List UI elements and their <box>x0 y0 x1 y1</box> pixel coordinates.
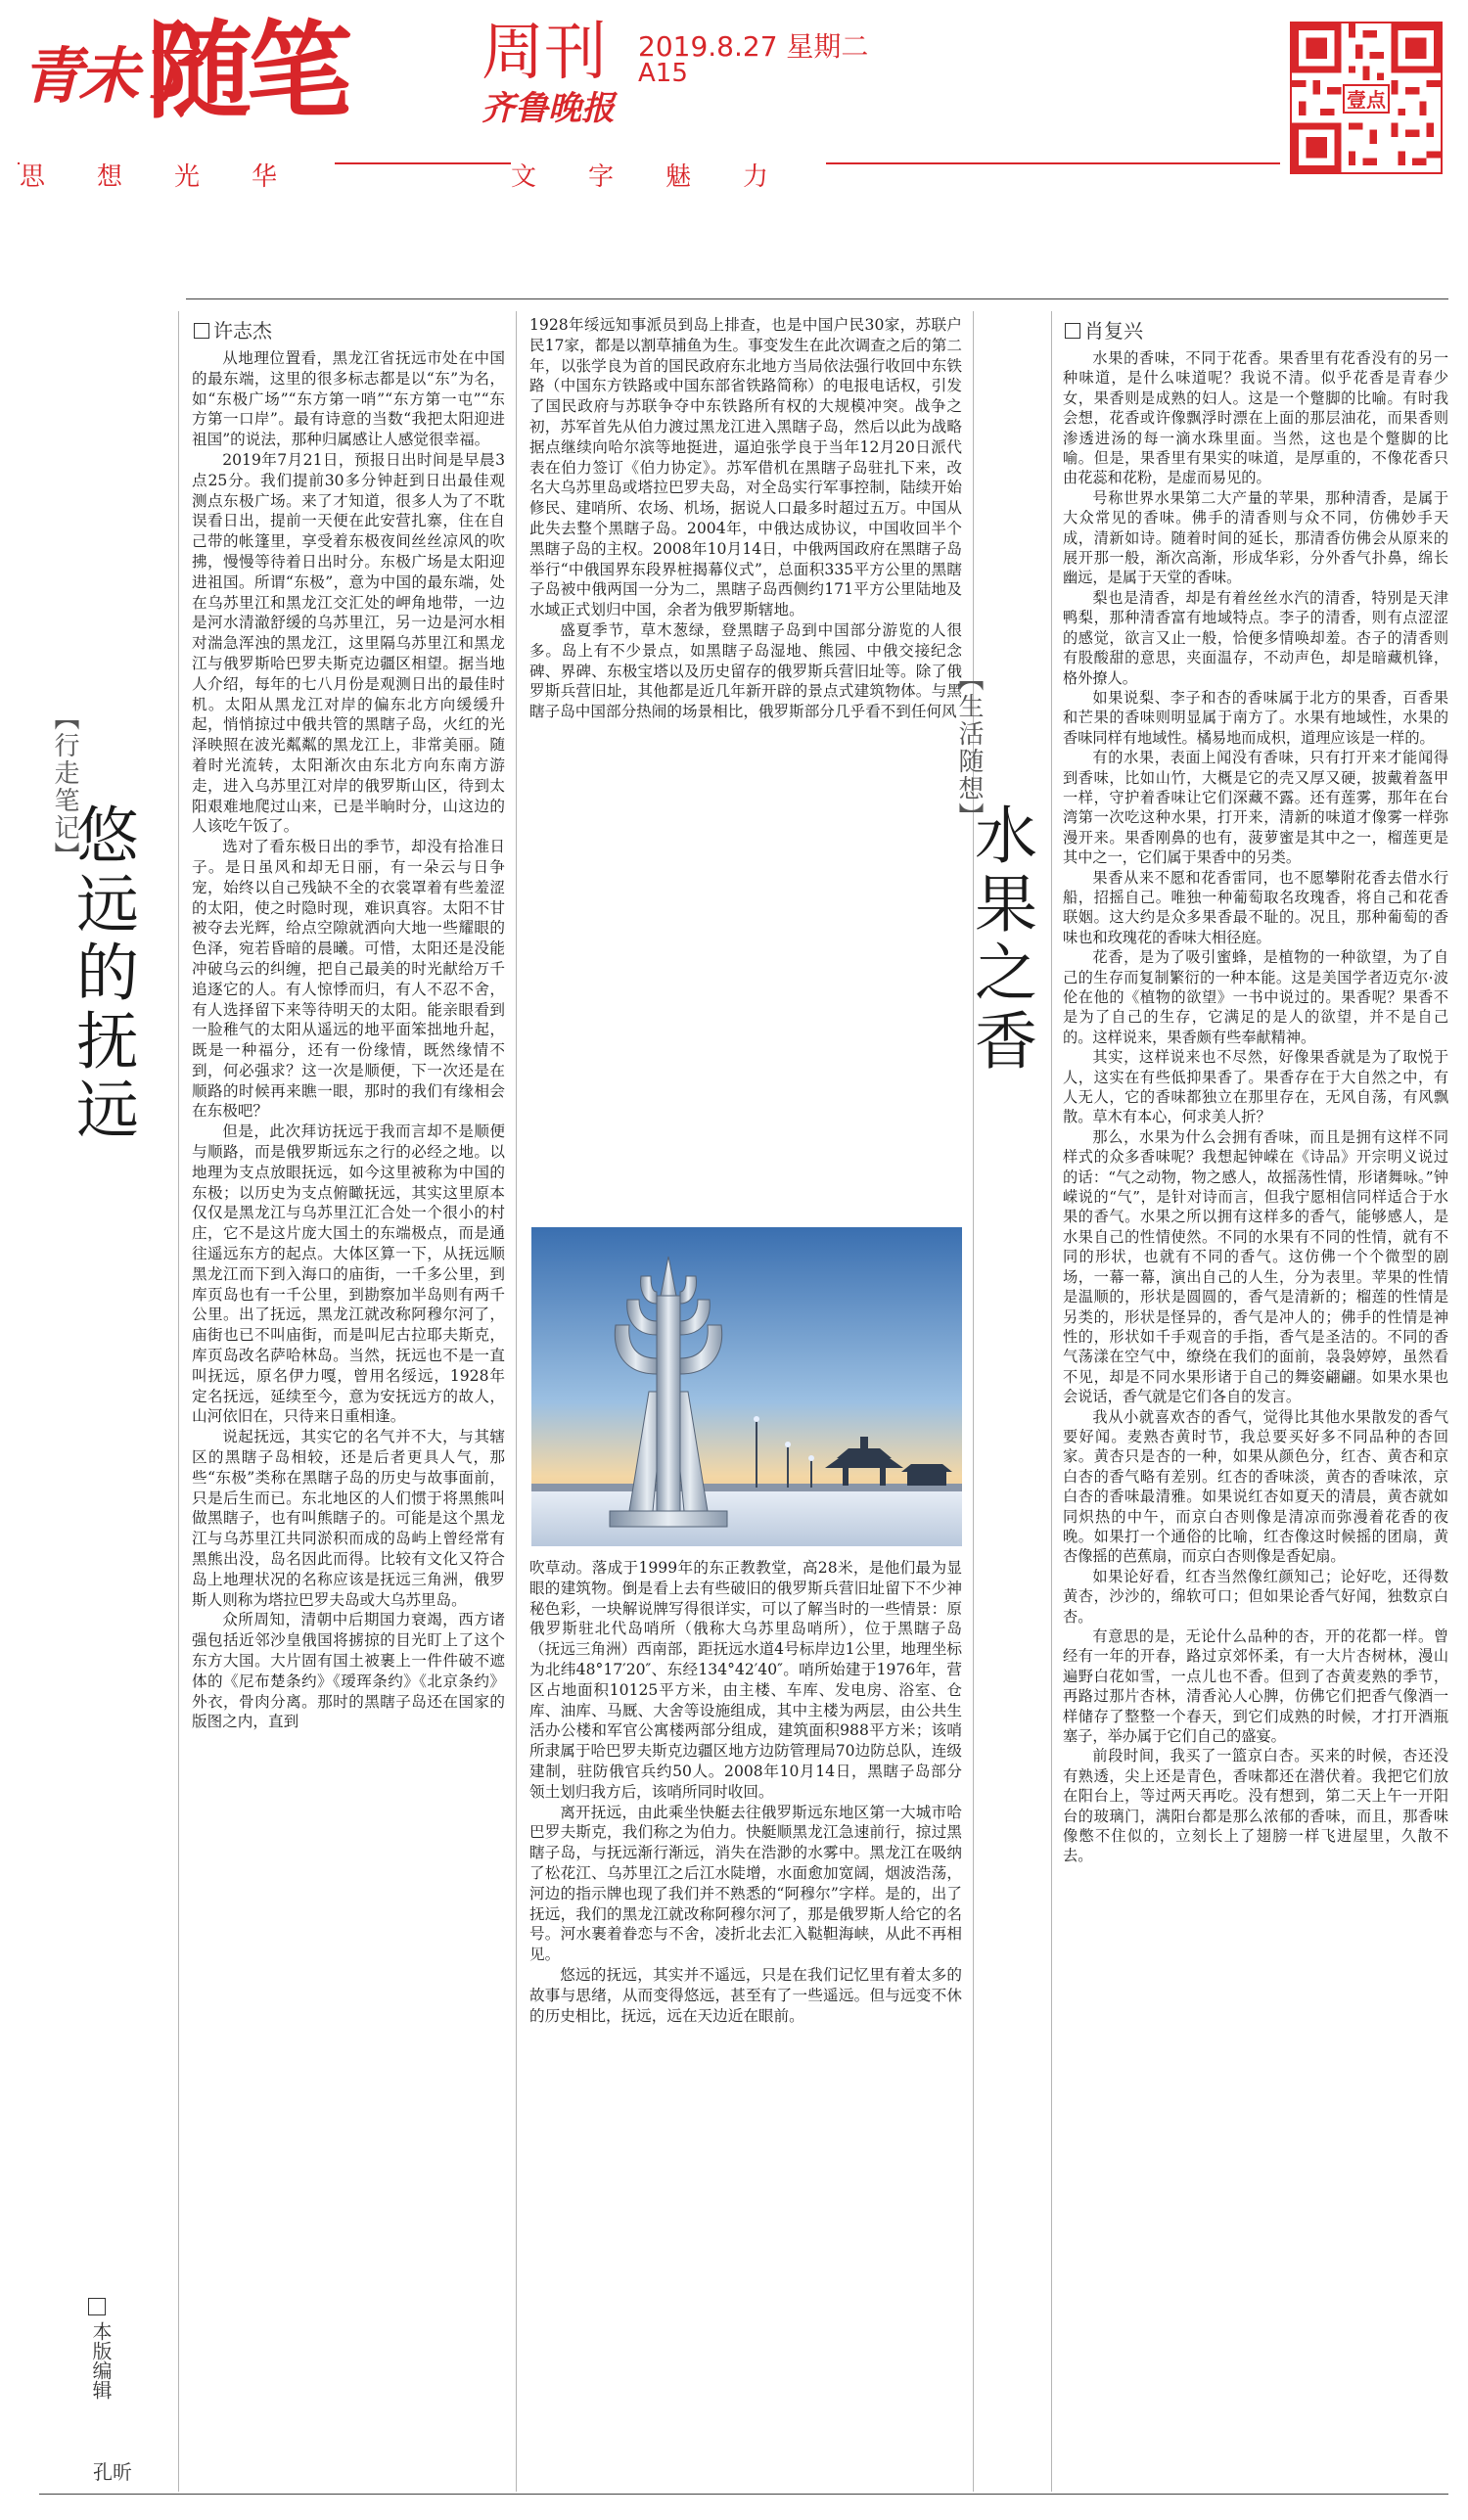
paragraph: 盛夏季节，草木葱绿，登黑瞎子岛到中国部分游览的人很多。岛上有不少景点，如黑瞎子岛湿地、熊园、中俄交接纪念碑、界碑、东极宝塔以及历史留存的俄罗斯兵营旧址等。除了俄罗斯兵营旧址，其他都是近几年新开辟的景点式建筑物体。与黑瞎子岛中国部分热闹的场景相比，俄罗斯部分几乎看不到任何风 <box>529 620 962 721</box>
newspaper-name: 齐鲁晚报 <box>482 89 615 128</box>
paragraph: 离开抚远，由此乘坐快艇去往俄罗斯远东地区第一大城市哈巴罗夫斯克，我们称之为伯力。快艇顺黑龙江急速前行，掠过黑瞎子岛，与抚远渐行渐远，消失在浩渺的水雾中。黑龙江在吸纳了松花江、乌苏里江之后江水陡增，水面愈加宽阔，烟波浩荡，河边的指示牌也现了我们并不熟悉的“阿穆尔”字样。是的，出了抚远，我们的黑龙江就改称阿穆尔河了，那是俄罗斯人给它的名号。河水裹着眷恋与不舍，凌折北去汇入鞑靼海峡，从此不再相见。 <box>529 1803 962 1964</box>
column-divider <box>178 311 179 2492</box>
paragraph: 从地理位置看，黑龙江省抚远市处在中国的最东端，这里的很多标志都是以“东”为名，如“东极广场”“东方第一哨”“东方第一屯”“东方第一口岸”。最有诗意的当数“我把太阳迎进祖国”的说法，那种归属感让人感觉很幸福。 <box>192 349 505 449</box>
byline-box-icon <box>194 323 209 339</box>
article-right-column <box>1063 348 1448 2484</box>
column-divider <box>973 311 974 2492</box>
editor-label: 本版编辑 <box>89 2321 113 2400</box>
editor-box-icon <box>88 2298 106 2315</box>
headline-right: 水果之香 <box>964 802 1036 1077</box>
editor-name: 孔昕 <box>93 2460 132 2484</box>
edition-label: 周刊 <box>482 17 607 89</box>
paragraph: 前段时间，我买了一篮京白杏。买来的时候，杏还没有熟透，尖上还是青色，香味都还在潜伏着。我把它们放在阳台上，等过两天再吃。没有想到，第二天上午一开阳台的玻璃门，满阳台都是那么浓郁的香味，而且，那香味像憋不住似的，立刻长上了翅膀一样飞进屋里，久散不去。 <box>1063 1747 1448 1865</box>
paragraph: 说起抚远，其实它的名气并不大，与其辖区的黑瞎子岛相较，还是后者更具人气，那些“东极”类称在黑瞎子岛的历史与故事面前，只是后生而已。东北地区的人们惯于将黑熊叫做黑瞎子，也有叫熊瞎子的。可能是这个黑龙江与乌苏里江共同淤积而成的岛屿上曾经常有黑熊出没，岛名因此而得。比较有文化又符合岛上地理状况的名称应该是抚远三角洲，俄罗斯人则称为塔拉巴罗夫岛或大乌苏里岛。 <box>192 1428 505 1609</box>
paragraph: 选对了看东极日出的季节，却没有拾准日子。是日虽风和却无日丽，有一朵云与日争宠，始终以自己残缺不全的衣裳罩着有些羞涩的太阳，使之时隐时现，难识真容。太阳不甘被夺去光辉，给点空隙就洒向大地一些耀眼的色泽，宛若昏暗的晨曦。可惜，太阳还是没能冲破乌云的纠缠，把自己最美的时光献给万千追逐它的人。有人惊悸而归，有人不忍不舍，有人选择留下来等待明天的太阳。能亲眼看到一脸稚气的太阳从遥远的地平面笨拙地升起，既是一种福分，还有一份缘情，既然缘情不到，何必强求？这一次是顺便，下一次还是在顺路的时候再来瞧一眼，那时的我们有缘相会在东极吧？ <box>192 838 505 1121</box>
top-rule <box>186 298 1448 299</box>
paragraph: 果香从来不愿和花香雷同，也不愿攀附花香去借水行船，招摇自己。唯独一种葡萄取名玫瑰香，将自己和花香联姻。这大约是众多果香最不耻的。况且，那种葡萄的香味也和玫瑰花的香味大相径庭。 <box>1063 868 1448 946</box>
page-number: A15 <box>638 59 688 88</box>
bottom-rule <box>39 2494 1448 2495</box>
paragraph: 号称世界水果第二大产量的苹果，那种清香，是属于大众常见的香味。佛手的清香则与众不同，仿佛妙手天成，清新如诗。随着时间的延长，那清香仿佛会从原来的展开那一般，渐次高渐，形成华彩，分外香气扑鼻，绵长幽远，是属于天堂的香味。 <box>1063 488 1448 587</box>
issue-date: 2019.8.27 星期二 <box>638 30 869 63</box>
paragraph: 悠远的抚远，其实并不遥远，只是在我们记忆里有着太多的故事与思绪，从而变得悠远，甚至有了一些遥远。但与远变不休的历史相比，抚远，远在天边近在眼前。 <box>529 1965 962 2025</box>
paragraph: 有的水果，表面上闻没有香味，只有打开来才能闻得到香味，比如山竹，大概是它的壳又厚又硬，披戴着盔甲一样，守护着香味让它们深藏不露。还有莲雾，那年在台湾第一次吃这种水果，打开来，清新的味道才像雾一样弥漫开来。果香刚鼻的也有，菠萝蜜是其中之一，榴莲更是其中之一，它们属于果香中的另类。 <box>1063 749 1448 867</box>
column-divider <box>516 311 517 2492</box>
paragraph: 有意思的是，无论什么品种的杏，开的花都一样。曾经有一年的开春，路过京郊怀柔，有一大片杏树林，漫山遍野白花如雪，一点儿也不香。但到了杏黄麦熟的季节，再路过那片杏林，清香沁人心脾，仿佛它们把香气像酒一样储存了整整一个春天，到它们成熟的时候，才打开酒瓶塞子，举办属于它们自己的盛宴。 <box>1063 1627 1448 1746</box>
paragraph: 众所周知，清朝中后期国力衰竭，西方诸强包括近邻沙皇俄国将掳掠的目光盯上了这个东方大国。大片固有国土被裹上一件件破不遮体的《尼布楚条约》《瑷珲条约》《北京条约》外衣，骨肉分离。那时的黑瞎子岛还在国家的版图之内，直到 <box>192 1611 505 1731</box>
paragraph: 其实，这样说来也不尽然，好像果香就是为了取悦于人，这实在有些低抑果香了。果香存在于大自然之中，有人无人，它的香味都独立在那里存在，无风自荡，有风飘散。草木有本心，何求美人折？ <box>1063 1048 1448 1126</box>
author-right: 肖复兴 <box>1084 319 1143 343</box>
byline-left <box>194 315 272 344</box>
paragraph: 但是，此次拜访抚远于我而言却不是顺便与顺路，而是俄罗斯远东之行的必经之地。以地理为支点放眼抚远，如今这里被称为中国的东极；以历史为支点俯瞰抚远，其实这里原本仅仅是黑龙江与乌苏里江汇合处一个很小的村庄，它不是这片庞大国土的东端极点，而是通往遥远东方的起点。大体区算一下，从抚远顺黑龙江而下到入海口的庙街，一千多公里，到库页岛也有一千公里，到勘察加半岛则有两千公里。出了抚远，黑龙江就改称阿穆尔河了，庙街也已不叫庙街，而是叫尼古拉耶夫斯克，库页岛改名萨哈林岛。当然，抚远也不是一直叫抚远，原名伊力嘎，曾用名绥远，1928年定名抚远，延续至今，意为安抚远方的故人，山河依旧在，只待来日重相逢。 <box>192 1123 505 1426</box>
slogan-left: 思想光华 <box>20 157 335 193</box>
slogan-right: 文字魅力 <box>511 157 826 193</box>
section-label-travel: 【行走笔记】 <box>50 705 79 869</box>
paragraph: 2019年7月21日，预报日出时间是早晨3点25分。我们提前30多分钟赶到日出最佳观测点东极广场。来了才知道，很多人为了不耽误看日出，提前一天便在此安营扎寨，住在自己带的帐篷里，享受着东极夜间丝丝凉风的吹拂，慢慢等待着日出时分。东极广场是太阳迎进祖国。所谓“东极”，意为中国的最东端，处在乌苏里江和黑龙江交汇处的岬角地带，一边是河水清澈舒缓的乌苏里江，另一边是河水相对湍急浑浊的黑龙江，这里隔乌苏里江和黑龙江与俄罗斯哈巴罗夫斯克边疆区相望。据当地人介绍，每年的七八月份是观测日出的最佳时机。太阳从黑龙江对岸的偏东北方向缓缓升起，悄悄掠过中俄共管的黑瞎子岛，火红的光泽映照在波光粼粼的黑龙江上，非常美丽。随着时光流转，太阳渐次由东北方向东南方游走，进入乌苏里江对岸的俄罗斯山区，待到太阳艰难地爬过山来，已是半晌时分，山这边的人该吃午饭了。 <box>192 450 505 836</box>
headline-left: 悠远的抚远 <box>66 802 138 1145</box>
article-left-column-2-bottom <box>529 1558 962 2483</box>
paragraph: 我从小就喜欢杏的香气，觉得比其他水果散发的香气要好闻。麦熟杏黄时节，我总要买好多不同品种的杏回家。黄杏只是杏的一种，如果从颜色分，红杏、黄杏和京白杏的香气略有差别。红杏的香味淡，黄杏的香味浓，京白杏的香味最清雅。如果说红杏如夏天的清晨，黄杏就如同炽热的中午，而京白杏则像是清凉而弥漫着花香的夜晚。如果打一个通俗的比喻，红杏像这时候摇的团扇，黄杏像摇的芭蕉扇，而京白杏则像是香妃扇。 <box>1063 1407 1448 1566</box>
section-label-life: 【生活随想】 <box>954 665 984 830</box>
paragraph: 梨也是清香，却是有着丝丝水汽的清香，特别是天津鸭梨，那种清香富有地域特点。李子的清香，则有点涩涩的感觉，欲言又止一般，恰便多情唤却羞。杏子的清香则有股酸甜的意思，夹面温存，不动声色，却是暗藏机锋，格外撩人。 <box>1063 588 1448 687</box>
qr-app-logo: 壹点 <box>1343 84 1390 114</box>
paragraph: 如果论好看，红杏当然像红颜知己；论好吃，还得数黄杏，沙沙的，绵软可口；但如果论香气好闻，独数京白杏。 <box>1063 1567 1448 1626</box>
column-name: 随笔 <box>147 11 347 133</box>
byline-right <box>1065 315 1143 344</box>
monument-photo <box>531 1227 962 1546</box>
paragraph: 1928年绥远知事派员到岛上排查，也是中国户民30家，苏联户民17家，都是以割草捕鱼为生。事变发生在此次调查之后的第二年，以张学良为首的国民政府东北地方当局依法强行收回中东铁路（中国东方铁路或中国东部省铁路简称）的电报电话权，引发了国民政府与苏联争夺中东铁路所有权的大规模冲突。战争之初，苏军首先从伯力渡过黑龙江进入黑瞎子岛，然后以此为战略据点继续向哈尔滨等地挺进，逼迫张学良于当年12月20日派代表在伯力签订《伯力协定》。苏军借机在黑瞎子岛驻扎下来，改名大乌苏里岛或塔拉巴罗夫岛，对全岛实行军事控制，陆续开始修民、建哨所、农场、机场，据说人口最多时超过五万。中国从此失去整个黑瞎子岛。2004年，中俄达成协议，中国收回半个黑瞎子岛的主权。2008年10月14日，中俄两国政府在黑瞎子岛举行“中俄国界东段界桩揭幕仪式”，总面积335平方公里的黑瞎子岛被中俄两国一分为二，黑瞎子岛西侧约171平方公里陆地及水域正式划归中国，余者为俄罗斯辖地。 <box>529 316 962 619</box>
paragraph: 如果说梨、李子和杏的香味属于北方的果香，百香果和芒果的香味则明显属于南方了。水果有地域性，水果的香味同样有地域性。橘易地而成枳，道理应该是一样的。 <box>1063 688 1448 747</box>
article-left-column-2-top <box>529 315 962 1215</box>
paragraph: 花香，是为了吸引蜜蜂，是植物的一种欲望，为了自己的生存而复制繁衍的一种本能。这是美国学者迈克尔·波伦在他的《植物的欲望》一书中说过的。果香呢？果香不是为了自己的生存，它满足的是人的欲望，并不是自己的。这样说来，果香颇有些奉献精神。 <box>1063 948 1448 1046</box>
article-left-column-1 <box>192 348 505 2482</box>
author-left: 许志杰 <box>213 319 272 343</box>
byline-box-icon <box>1065 323 1080 339</box>
paragraph: 那么，水果为什么会拥有香味，而且是拥有这样不同样式的众多香味呢？我想起钟嵘在《诗品》开宗明义说过的话：“气之动物，物之感人，故摇荡性情，形诸舞咏。”钟嵘说的“气”，是针对诗而言，但我宁愿相信同样适合于水果的香气。水果之所以拥有这样多的香气，能够感人，是水果自己的性情使然。不同的水果有不同的性情，就有不同的形状，也就有不同的香气。这仿佛一个个微型的剧场，一幕一幕，演出自己的人生，分为表里。苹果的性情是温顺的，形状是圆圆的，香气是清新的；榴莲的性情是另类的，形状是怪异的，香气是冲人的；佛手的性情是神性的，形状如千手观音的手指，香气是圣洁的。不同的香气荡漾在空气中，缭绕在我们的面前，袅袅婷婷，虽然看不见，却是不同水果形诸于自己的舞姿翩翩。如果水果也会说话，香气就是它们各自的发言。 <box>1063 1127 1448 1406</box>
logo-text: 青未了 <box>22 40 193 112</box>
paragraph: 水果的香味，不同于花香。果香里有花香没有的另一种味道，是什么味道呢？我说不清。似乎花香是青春少女，果香则是成熟的妇人。这是一个蹩脚的比喻。有时我会想，花香或许像飘浮时漂在上面的那层油花，而果香则渗透进汤的每一滴水珠里面。当然，这也是个蹩脚的比喻。但是，果香里有果实的味道，是厚重的，不像花香只由花蕊和花粉，是虚而易见的。 <box>1063 349 1448 487</box>
paragraph: 吹草动。落成于1999年的东正教教堂，高28米，是他们最为显眼的建筑物。倒是看上去有些破旧的俄罗斯兵营旧址留下不少神秘色彩，一块解说牌写得很详实，可以了解当时的一些情景：原俄罗斯驻北代岛哨所（俄称大乌苏里岛哨所），位于黑瞎子岛（抚远三角洲）西南部，距抚远水道4号标岸边1公里，地理坐标为北纬48°17′20″、东经134°42′40″。哨所始建于1976年，营区占地面积10125平方米，由主楼、车库、发电房、浴室、仓库、油库、马厩、大舍等设施组成，其中主楼为两层，由公共生活办公楼和军官公寓楼两部分组成，建筑面积988平方米；该哨所隶属于哈巴罗夫斯克边疆区地方边防管理局70边防总队，连级建制，驻防俄官兵约50人。2008年10月14日，黑瞎子岛部分领土划归我方后，该哨所同时收回。 <box>529 1559 962 1801</box>
column-divider <box>1051 311 1052 2492</box>
